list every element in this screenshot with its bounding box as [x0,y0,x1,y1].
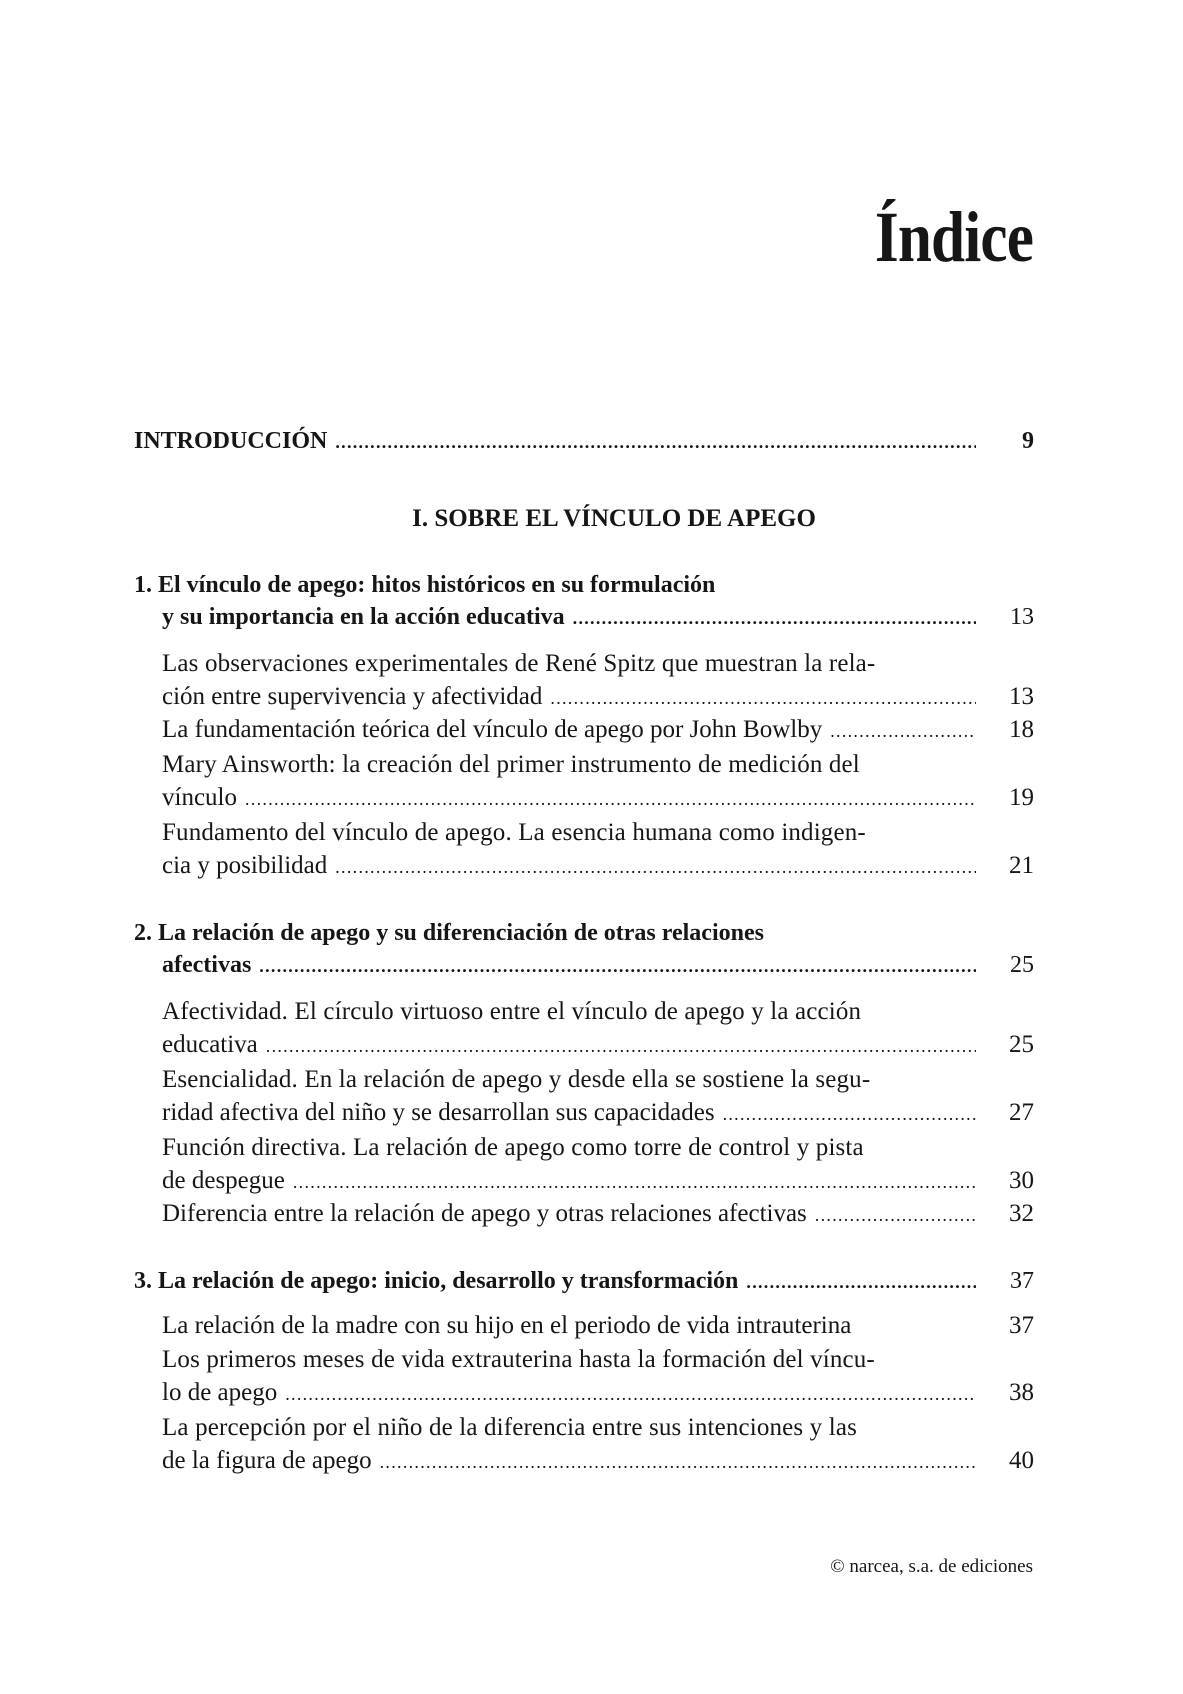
section-line2: ridad afectiva del niño y se desarrollan sus capacidades [162,1099,715,1126]
toc-section[interactable] [134,1198,1034,1231]
section-line1: Fundamento del vínculo de apego. La esencia humana como indigen- [162,819,866,846]
dot-leader [746,1266,976,1298]
chapter-title-row [134,1265,1034,1298]
toc-section[interactable] [134,714,1034,747]
section-line2: de la figura de apego [162,1447,372,1474]
toc-page-number: 13 [1009,683,1034,710]
page-title: Índice [874,197,1033,277]
section-line2: ción entre supervivencia y afectividad [162,683,543,710]
section-line1: Afectividad. El círculo virtuoso entre el vínculo de apego y la acción [162,998,862,1025]
dot-leader [259,950,976,982]
chapter-title-line2: 3. La relación de apego: inicio, desarrollo y transformación [134,1268,739,1294]
toc-chapter[interactable] [134,1265,1034,1478]
dot-leader [285,1378,976,1410]
toc-section[interactable] [134,1410,1034,1478]
section-line2: La fundamentación teórica del vínculo de apego por John Bowlby [162,716,823,743]
toc-page-number: 18 [1009,716,1034,743]
dot-leader [723,1098,976,1130]
toc-page-number: 21 [1009,852,1034,879]
toc-page-number: 37 [1009,1312,1034,1339]
table-of-contents [134,428,1034,1478]
toc-page-number: 27 [1009,1099,1034,1126]
toc-page-number: 37 [1010,1268,1034,1294]
section-line2: Diferencia entre la relación de apego y otras relaciones afectivas [162,1200,807,1227]
section-list [134,1310,1034,1478]
toc-chapter[interactable] [134,569,1034,883]
toc-page-number: 40 [1009,1447,1034,1474]
dot-leader [335,432,976,453]
section-line2: de despegue [162,1167,285,1194]
section-line1: Función directiva. La relación de apego como torre de control y pista [162,1134,864,1161]
toc-page-number: 25 [1009,1031,1034,1058]
section-line1: Las observaciones experimentales de René Spitz que muestran la rela- [162,650,876,677]
chapter-title-row [134,949,1034,982]
toc-section[interactable] [134,1062,1034,1130]
toc-page-number: 25 [1010,952,1034,978]
section-line2: lo de apego [162,1379,278,1406]
dot-leader [815,1199,976,1231]
toc-section[interactable] [134,1130,1034,1198]
toc-page-number: 38 [1009,1379,1034,1406]
toc-section[interactable] [134,815,1034,883]
dot-leader [380,1446,976,1478]
chapter-title-line1: 1. El vínculo de apego: hitos históricos en su formulación [134,572,716,598]
dot-leader [245,783,976,815]
toc-section[interactable] [134,994,1034,1062]
dot-leader [550,682,976,714]
section-line2: cia y posibilidad [162,852,328,879]
section-line1: Los primeros meses de vida extrauterina hasta la formación del víncu- [162,1346,875,1373]
part-heading: I. SOBRE EL VÍNCULO DE APEGO [412,505,816,532]
chapter-title-row [134,601,1034,634]
toc-page-number: 19 [1009,784,1034,811]
toc-chapter[interactable] [134,917,1034,1231]
section-line2: La relación de la madre con su hijo en el periodo de vida intrauterina [162,1312,852,1339]
section-line1: La percepción por el niño de la diferencia entre sus intenciones y las [162,1414,857,1441]
section-line1: Mary Ainsworth: la creación del primer instrumento de medición del [162,751,860,778]
toc-page-number: 9 [1022,428,1034,454]
section-line2: vínculo [162,784,237,811]
section-list [134,994,1034,1231]
section-line2: educativa [162,1031,258,1058]
dot-leader [266,1030,976,1062]
toc-entry-label: INTRODUCCIÓN [134,428,328,454]
toc-page-number: 32 [1009,1200,1034,1227]
chapter-title-line2: afectivas [162,952,252,978]
toc-entry-introduction[interactable] [134,428,1034,455]
toc-page-number: 30 [1009,1167,1034,1194]
dot-leader [293,1166,976,1198]
toc-section[interactable] [134,646,1034,714]
chapter-title-line1: 2. La relación de apego y su diferenciación de otras relaciones [134,920,764,946]
dot-leader [335,851,976,883]
dot-leader [573,602,976,634]
toc-page-number: 13 [1010,604,1034,630]
copyright-footer: © narcea, s.a. de ediciones [830,1556,1033,1577]
toc-section[interactable] [134,1310,1034,1342]
dot-leader [830,715,976,747]
toc-section[interactable] [134,1342,1034,1410]
toc-section[interactable] [134,747,1034,815]
chapter-title-line2: y su importancia en la acción educativa [162,604,565,630]
section-line1: Esencialidad. En la relación de apego y desde ella se sostiene la segu- [162,1066,871,1093]
section-list [134,646,1034,883]
